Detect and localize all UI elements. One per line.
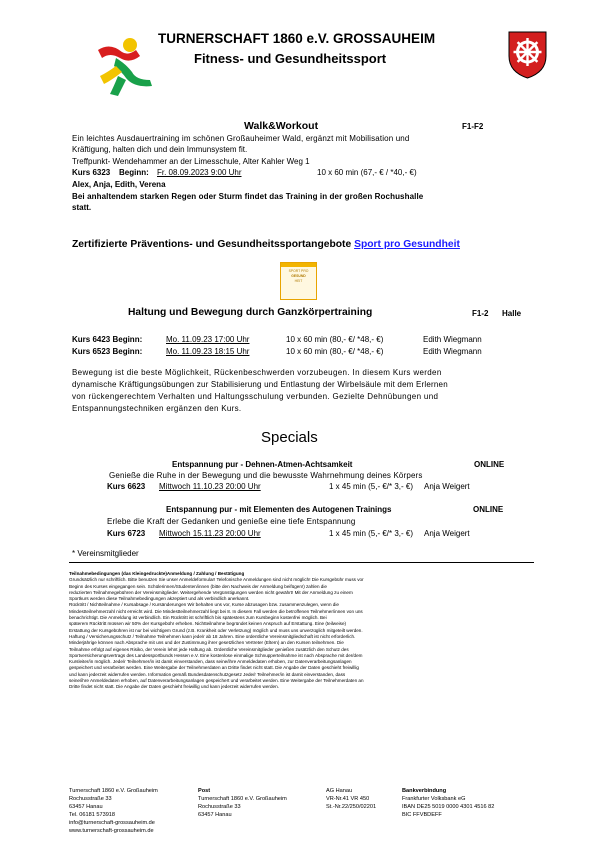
haltung-code: F1-2 xyxy=(472,309,489,318)
walk-kurs: Kurs 6323 xyxy=(72,168,111,177)
course-date: Mo. 11.09.23 17:00 Uhr xyxy=(166,335,250,344)
walk-weather-2: statt. xyxy=(72,203,92,212)
walk-beginn-date: Fr. 08.09.2023 9:00 Uhr xyxy=(157,168,242,177)
course-date: Mo. 11.09.23 18:15 Uhr xyxy=(166,347,250,356)
terms-line: Grundsätzlich nur schriftlich. Bitte benutzen Sie unser Anmeldeformular! Telefonische Anmeldungen sind nicht möglich! Die Kursgebühr muss vor xyxy=(69,577,364,583)
footer-line: Turnerschaft 1860 e.V. Großauheim xyxy=(69,788,158,794)
special-1-course xyxy=(107,482,507,492)
terms-line: Sportkurs werden diese Teilnahmebedingungen akzeptiert und als verbindlich anerkannt. xyxy=(69,596,250,602)
terms-line: und kann jederzeit widerrufen werden. Information gemäß Bundesdatenschutzgesetz Jede/r Teilnehmer/in ist damit einverstanden, dass xyxy=(69,671,346,677)
footer-line: Tel. 06181 573918 xyxy=(69,812,116,818)
special-trainer: Anja Weigert xyxy=(424,529,470,538)
badge-text-bot: HEIT xyxy=(294,279,303,283)
haltung-text-3: von rückengerechtem Verhalten und Haltungsschulung verbunden. Gezielte Dehnübungen und xyxy=(72,392,439,401)
walk-course-row xyxy=(72,168,492,178)
terms-line: gespeichert und verarbeitet werden. Eine Weitergabe der Teilnehmerdaten an Dritte findet nicht statt. Die Angabe der Daten geschieht freiwillig xyxy=(69,665,359,671)
terms-line: Beginn des Kurses eingegangen sein. Schülerinnen/Studenten/innen (bitte den Nachweis der Anmeldung beifügen!) zahlen die xyxy=(69,583,327,589)
walk-desc-1: Ein leichtes Ausdauertraining im schönen Großauheimer Wald, ergänzt mit Mobilisation und xyxy=(72,134,410,143)
walk-details: 10 x 60 min (67,- € / *40,- €) xyxy=(317,168,417,177)
badge-text-mid: GESUND xyxy=(291,274,306,278)
footer-col-bank xyxy=(402,787,494,819)
footer-line: Rochusstraße 33 xyxy=(198,804,241,810)
terms-line: Kursleiter/in möglich. Jede/r Teilnehmer/in ist damit einverstanden, dass seine/ihre Anmeldedaten erhoben, zur Datenverarbeitungsanlagen xyxy=(69,659,352,665)
footer-heading: Post xyxy=(198,788,211,794)
terms-line: Sportversicherungsvertrags des Landessportbunds Hessen e.V. Eine kostenlose einmalige Schnupperteilnahme ist nach Absprache mit der/dem xyxy=(69,652,363,658)
terms-block xyxy=(69,571,534,691)
walk-meeting-point: Treffpunkt- Wendehammer an der Limesschule, Alter Kahler Weg 1 xyxy=(72,157,310,166)
footer-col-address xyxy=(69,787,158,835)
walk-weather-1: Bei anhaltendem starken Regen oder Sturm findet das Training in der großen Rochushalle xyxy=(72,192,424,201)
footer-website[interactable]: www.turnerschaft-grossauheim.de xyxy=(69,828,154,834)
specials-heading: Specials xyxy=(261,429,318,446)
footer-line: St.-Nr.22/250/02201 xyxy=(326,804,377,810)
footer-line: 63457 Hanau xyxy=(69,804,103,810)
footer-col-register xyxy=(326,787,376,811)
footer-line: Rochusstraße 33 xyxy=(69,796,112,802)
haltung-title: Haltung und Bewegung durch Ganzkörpertraining xyxy=(128,307,373,318)
course-kurs: Kurs 6523 Beginn: xyxy=(72,347,143,356)
haltung-course-2 xyxy=(72,347,552,357)
coat-of-arms-icon xyxy=(505,30,550,80)
footnote: * Vereinsmitglieder xyxy=(72,549,139,558)
special-1-title: Entspannung pur - Dehnen-Atmen-Achtsamkeit xyxy=(172,460,353,469)
terms-line: seine/ihre Anmeldedaten erhoben, auf Datenverarbeitungsanlagen gespeichert und verarbeitet werden. Eine Weitergabe der Teilnehmerdaten an xyxy=(69,678,364,684)
special-date: Mittwoch 15.11.23 20:00 Uhr xyxy=(159,529,261,538)
walk-trainers: Alex, Anja, Edith, Verena xyxy=(72,180,166,189)
footer-line: IBAN DE25 5019 0000 4301 4516 82 xyxy=(402,804,495,810)
sport-pro-gesundheit-badge xyxy=(280,262,317,300)
special-kurs: Kurs 6723 xyxy=(107,529,146,538)
terms-line: Dritte findet nicht statt. Die Angabe der Daten geschieht freiwillig und kann jederzeit widerrufen werden. xyxy=(69,684,279,690)
club-logo xyxy=(92,36,160,98)
terms-line: Erstattung der Kursgebühren ist nur bei wichtigem Grund (z.B. Krankheit oder Verletzung) möglich und muss uns unverzüglich mitgeteilt werden. xyxy=(69,627,363,633)
haltung-text-2: dynamische Kräftigungsübungen zur Stabilisierung und Entlastung der Wirbelsäule mit dem Erlernen xyxy=(72,380,448,389)
footer-line: VR-Nr.41 VR 450 xyxy=(326,796,370,802)
haltung-text-4: Entspannungstechniken ergänzen den Kurs. xyxy=(72,404,242,413)
course-trainer: Edith Wiegmann xyxy=(423,335,482,344)
footer-line: Turnerschaft 1860 e.V. Großauheim xyxy=(198,796,287,802)
terms-line: Teilnahmebedingungen (das Kleingedruckte)Anmeldung / Zahlung / Bestätigung xyxy=(69,571,245,576)
badge-text-top: SPORT PRO xyxy=(288,269,309,273)
zert-heading-row xyxy=(72,238,460,251)
terms-line: Teilnahme erfolgt auf eigenes Risiko, der Verein lehnt jede Haftung ab. Ordentliche Vereinsmitglieder genießen zusätzlich den Schutz des xyxy=(69,646,349,652)
haltung-course-1 xyxy=(72,335,552,345)
footer-col-post xyxy=(198,787,287,819)
special-1-desc: Genieße die Ruhe in der Bewegung und die bewusste Wahrnehmung deines Körpers xyxy=(109,471,423,480)
zert-heading: Zertifizierte Präventions- und Gesundheitssportangebote xyxy=(72,239,352,250)
terms-line: Minderjährige können nach Absprache mit uns und der Zustimmung ihrer gesetzlichen Vertreter (Eltern) an den Kursen teilnehmen. Die xyxy=(69,640,344,646)
special-2-desc: Erlebe die Kraft der Gedanken und genieße eine tiefe Entspannung xyxy=(107,517,356,526)
terms-line: benachrichtigt. Die Anmeldung ist verbindlich. Ein Rücktritt ist schriftlich bis spätestens zum Kursbeginn kostenfrei möglich. Bei xyxy=(69,615,327,621)
course-trainer: Edith Wiegmann xyxy=(423,347,482,356)
walk-code: F1-F2 xyxy=(462,122,484,131)
special-2-title: Entspannung pur - mit Elementen des Autogenen Trainings xyxy=(166,505,392,514)
walk-desc-2: Kräftigung, halten dich und dein Immunsystem fit. xyxy=(72,145,248,154)
course-details: 10 x 60 min (80,- €/ *48,- €) xyxy=(286,347,384,356)
course-details: 10 x 60 min (80,- €/ *48,- €) xyxy=(286,335,384,344)
haltung-text-1: Bewegung ist die beste Möglichkeit, Rückenbeschwerden vorzubeugen. In diesem Kurs werden xyxy=(72,368,442,377)
club-name: TURNERSCHAFT 1860 e.V. GROSSAUHEIM xyxy=(158,31,436,46)
special-details: 1 x 45 min (5,- €/* 3,- €) xyxy=(329,529,414,538)
walk-beginn-label: Beginn: xyxy=(119,168,149,177)
special-2-label: ONLINE xyxy=(473,505,504,514)
footer-line: Frankfurter Volksbank eG xyxy=(402,796,466,802)
footer-line: 63457 Hanau xyxy=(198,812,232,818)
walk-title: Walk&Workout xyxy=(244,120,319,132)
footer-line: AG Hanau xyxy=(326,788,353,794)
special-1-label: ONLINE xyxy=(474,460,505,469)
sport-pro-gesundheit-link[interactable]: Sport pro Gesundheit xyxy=(354,239,460,250)
special-2-course xyxy=(107,529,507,539)
special-trainer: Anja Weigert xyxy=(424,482,470,491)
terms-line: Haftung / Versicherungsschutz / Teilnahme Teilnehmen kann jede/r ab 18 Jahren. Eine ordentliche Vereinsmitgliedschaft ist nicht erforderlich. xyxy=(69,633,356,639)
special-details: 1 x 45 min (5,- €/* 3,- €) xyxy=(329,482,414,491)
special-kurs: Kurs 6623 xyxy=(107,482,146,491)
haltung-place: Halle xyxy=(502,309,522,318)
page-subtitle: Fitness- und Gesundheitssport xyxy=(194,51,387,66)
terms-line: reduzierten Teilnahmegebühren der Vereinsmitglieder. Weitergehende Vergünstigungen werden nicht gewährt! Mit der Anmeldung zu einem xyxy=(69,589,353,595)
footer-line: BIC FFVBDEFF xyxy=(402,812,442,818)
footer-heading: Bankverbindung xyxy=(402,788,447,794)
terms-line: Rücktritt / Nichtteilnahme / Kursabsage / Kursänderungen Wir behalten uns vor, Kurse abzusagen bzw. zusammenzulegen, wenn die xyxy=(69,602,339,608)
footer-email[interactable]: info@turnerschaft-grossauheim.de xyxy=(69,820,155,826)
course-kurs: Kurs 6423 Beginn: xyxy=(72,335,143,344)
separator-line xyxy=(69,562,534,563)
terms-line: Mindestteilnehmerzahl nicht erreicht wird. Die Mindestteilnehmerzahl liegt bei 8. In diesem Fall werden die betroffenen Teilnehmer/innen von uns xyxy=(69,608,363,614)
terms-line: späterem Rücktritt müssen wir 50% der Kursgebühr erheben. Nichtteilnahme begründet keinen Anspruch auf Erstattung. Eine (teilweise) xyxy=(69,621,347,627)
special-date: Mittwoch 11.10.23 20:00 Uhr xyxy=(159,482,261,491)
